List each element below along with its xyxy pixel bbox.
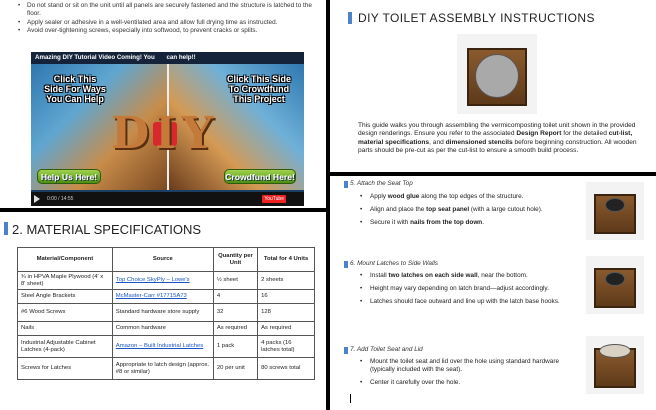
toilet-render-image [457, 34, 537, 114]
step-text: Mount the toilet seat and lid over the hole using standard hardware (typically included with the seat). [370, 358, 559, 373]
quantity-cell: 20 per unit [213, 358, 257, 380]
help-us-button[interactable]: Help Us Here! [37, 169, 101, 184]
source-cell [112, 272, 213, 290]
step-text: , near the bottom. [477, 272, 528, 279]
step-text: Latches should face outward and line up with the latch base hooks. [370, 298, 560, 305]
toilet-box-shape [594, 268, 636, 308]
list-item [360, 193, 584, 201]
toilet-box-shape [467, 48, 527, 106]
step-text-bold: top seat panel [426, 206, 470, 213]
table-row [18, 304, 315, 322]
step-list [360, 358, 584, 392]
step-text: (with a large cutout hole). [469, 206, 543, 213]
materials-panel [0, 212, 326, 410]
seat-hole-shape [605, 272, 625, 286]
diy-logo: DIY [111, 108, 220, 159]
step-text: Align and place the [370, 206, 427, 213]
step-render-image [586, 182, 644, 240]
total-cell: As required [258, 322, 315, 336]
step-text: along the top edges of the structure. [419, 193, 524, 200]
section-title: 2. MATERIAL SPECIFICATIONS [12, 222, 202, 237]
step-text: Apply [370, 193, 388, 200]
toilet-seat-shape [599, 344, 631, 358]
youtube-logo[interactable]: YouTube [264, 196, 284, 202]
intro-paragraph [358, 122, 640, 155]
list-item [360, 379, 584, 387]
steps-panel [330, 176, 656, 410]
crowdfund-button[interactable]: Crowdfund Here! [224, 169, 296, 184]
total-cell: 4 packs (16 latches total) [258, 336, 315, 358]
intro-text: before beginning construction. All wooden parts should be pre-cut as per the cut-list to ensure a smooth build process. [358, 138, 637, 154]
material-cell: Steel Angle Brackets [18, 290, 113, 304]
step-text: Install [370, 272, 389, 279]
safety-bullet-list [18, 2, 318, 35]
list-item [360, 219, 584, 227]
intro-text: This guide walks you through assembling the vermicomposting toilet unit shown in the provided design renderings. Ensure you refer to the associated [358, 122, 636, 138]
list-item [360, 206, 584, 214]
total-cell: 2 sheets [258, 272, 315, 290]
quantity-cell: As required [213, 322, 257, 336]
list-item [360, 298, 584, 306]
total-cell: 16 [258, 290, 315, 304]
list-item: • Do not stand or sit on the unit until all panels are securely fastened and the structure is latched to the floor. [18, 2, 318, 19]
column-header: Material/Component [18, 248, 113, 272]
column-header: Quantity per Unit [213, 248, 257, 272]
material-cell: ¾ in HPVA Maple Plywood (4' x 8' sheet) [18, 272, 113, 290]
source-cell: Common hardware [112, 322, 213, 336]
total-cell: 128 [258, 304, 315, 322]
quantity-cell: 32 [213, 304, 257, 322]
step-text: Center it carefully over the hole. [370, 379, 461, 386]
column-header: Total for 4 Units [258, 248, 315, 272]
materials-table [17, 247, 315, 380]
heading-accent-bar [348, 12, 352, 24]
list-item: • Avoid over-tightening screws, especially into softwood, to prevent cracks or splits. [18, 27, 318, 35]
material-cell: Nails [18, 322, 113, 336]
intro-bold: cut-list, material specifications [358, 130, 633, 146]
step-text: Secure it with [370, 219, 411, 226]
intro-text: , and [429, 138, 446, 146]
material-cell: Industrial Adjustable Cabinet Latches (4-pack) [18, 336, 113, 358]
source-link[interactable]: Amazon – Built Industrial Latches [115, 343, 204, 349]
step-heading: 5. Attach the Seat Top [350, 180, 413, 187]
step-accent-bar [344, 181, 348, 188]
source-cell: Standard hardware store supply [112, 304, 213, 322]
step-heading: 6. Mount Latches to Side Walls [350, 260, 438, 267]
step-heading: 7. Add Toilet Seat and Lid [350, 346, 423, 353]
list-item: • Apply sealer or adhesive in a well-ventilated area and allow full drying time as instructed. [18, 19, 318, 27]
video-panel [0, 0, 326, 208]
materials-table-body [18, 272, 315, 380]
list-item [360, 358, 584, 374]
instructions-panel [330, 0, 656, 172]
video-title-left: Amazing DIY Tutorial Video Coming! You [35, 54, 155, 61]
table-row [18, 272, 315, 290]
video-controls [31, 192, 304, 206]
total-cell: 80 screws total [258, 358, 315, 380]
quantity-cell: ½ sheet [213, 272, 257, 290]
source-cell: Appropriate to latch design (approx. #8 or similar) [112, 358, 213, 380]
step-accent-bar [344, 261, 348, 268]
text-cursor [350, 394, 351, 403]
toilet-box-shape [594, 194, 636, 234]
table-row [18, 322, 315, 336]
video-time: 0:00 / 14:55 [47, 196, 74, 202]
seat-hole-shape [605, 198, 625, 212]
step-render-image [586, 336, 644, 394]
step-text-bold: two latches on each side wall [388, 272, 478, 279]
table-row [18, 290, 315, 304]
source-cell [112, 336, 213, 358]
step-text-bold: wood glue [387, 193, 420, 200]
list-item [360, 272, 584, 280]
step-text: Height may vary depending on latch brand—adjust accordingly. [370, 285, 549, 292]
intro-text: for the detailed [561, 130, 609, 138]
heading-accent-bar [4, 222, 8, 235]
step-text-bold: nails from the top down [410, 219, 483, 226]
step-render-image [586, 256, 644, 314]
quantity-cell: 4 [213, 290, 257, 304]
source-link[interactable]: Top Choice SkyPly – Lowe's [115, 277, 190, 283]
right-callout-text: Click This Side To Crowdfund This Project [226, 74, 292, 104]
toilet-box-shape [594, 348, 636, 388]
video-title-right: can help!! [166, 54, 196, 61]
material-cell: #6 Wood Screws [18, 304, 113, 322]
table-header-row [18, 248, 315, 272]
list-item [360, 285, 584, 293]
page-title: DIY TOILET ASSEMBLY INSTRUCTIONS [358, 11, 595, 25]
intro-bold: dimensioned stencils [445, 138, 513, 146]
step-list [360, 272, 584, 311]
material-cell: Screws for Latches [18, 358, 113, 380]
source-cell [112, 290, 213, 304]
play-button-icon[interactable] [34, 195, 40, 203]
step-accent-bar [344, 347, 348, 354]
video-title-bar [31, 52, 304, 64]
source-link[interactable]: McMaster-Carr #17715A73 [115, 293, 187, 299]
step-text: . [482, 219, 484, 226]
left-callout-text: Click This Side For Ways You Can Help [44, 74, 106, 104]
quantity-cell: 1 pack [213, 336, 257, 358]
video-player[interactable] [31, 52, 304, 206]
table-row [18, 336, 315, 358]
step-list [360, 193, 584, 232]
toilet-lid-shape [475, 54, 519, 98]
table-row [18, 358, 315, 380]
intro-bold: Design Report [516, 130, 562, 138]
column-header: Source [112, 248, 213, 272]
